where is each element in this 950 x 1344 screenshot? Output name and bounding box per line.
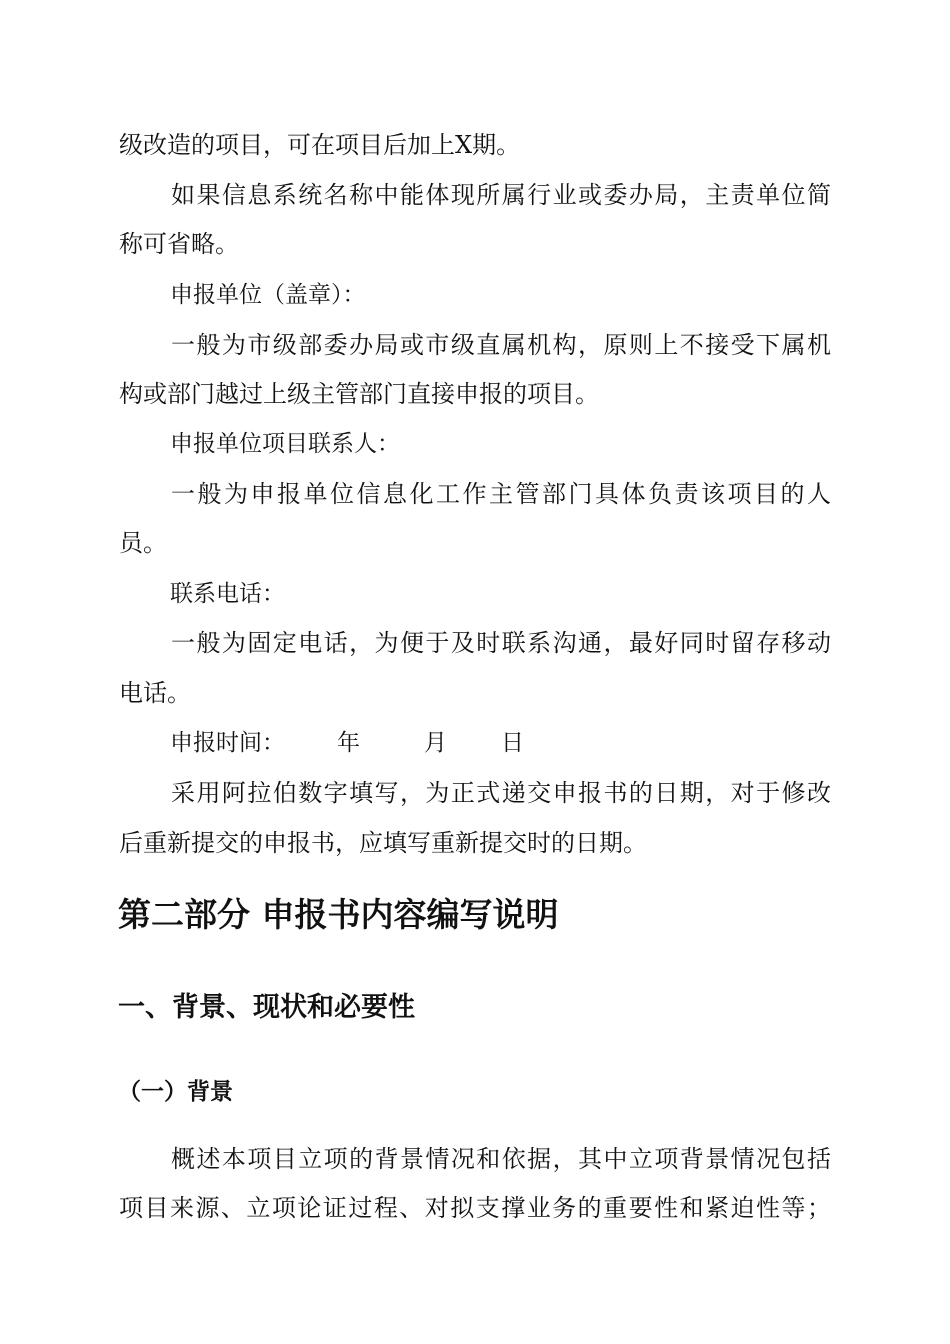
field-label-contact-person: 申报单位项目联系人： [170,431,400,457]
paragraph-line: 构或部门越过上级主管部门直接申报的项目。 [119,380,599,408]
part-heading: 第二部分 申报书内容编写说明 [118,895,559,934]
paragraph-line: 采用阿拉伯数字填写，为正式递交申报书的日期，对于修改 [171,779,831,807]
paragraph-line: 称可省略。 [119,230,239,258]
date-label: 申报时间： [170,730,285,756]
paragraph-line: 电话。 [119,679,191,707]
paragraph-line: 项目来源、立项论证过程、对拟支撑业务的重要性和紧迫性等； [119,1194,831,1222]
paragraph-line: 一般为申报单位信息化工作主管部门具体负责该项目的人 [171,480,831,508]
paragraph-line: 员。 [119,529,167,557]
field-label-applicant-unit: 申报单位（盖章）： [170,282,366,308]
date-month-label: 月 [424,730,447,756]
field-label-date [170,723,524,763]
section-heading: 一、背景、现状和必要性 [118,992,415,1023]
paragraph-line: 如果信息系统名称中能体现所属行业或委办局，主责单位简 [171,181,831,209]
paragraph-line: 概述本项目立项的背景情况和依据，其中立项背景情况包括 [171,1145,831,1173]
date-day-label: 日 [501,730,524,756]
date-year-label: 年 [337,730,360,756]
paragraph-line: 一般为市级部委办局或市级直属机构，原则上不接受下属机 [171,331,831,359]
paragraph-line: 一般为固定电话，为便于及时联系沟通，最好同时留存移动 [171,629,831,657]
paragraph-line: 级改造的项目，可在项目后加上X期。 [119,131,521,159]
subsection-heading: （一）背景 [118,1079,233,1105]
field-label-phone: 联系电话： [170,581,285,607]
paragraph-line: 后重新提交的申报书，应填写重新提交时的日期。 [119,829,647,857]
